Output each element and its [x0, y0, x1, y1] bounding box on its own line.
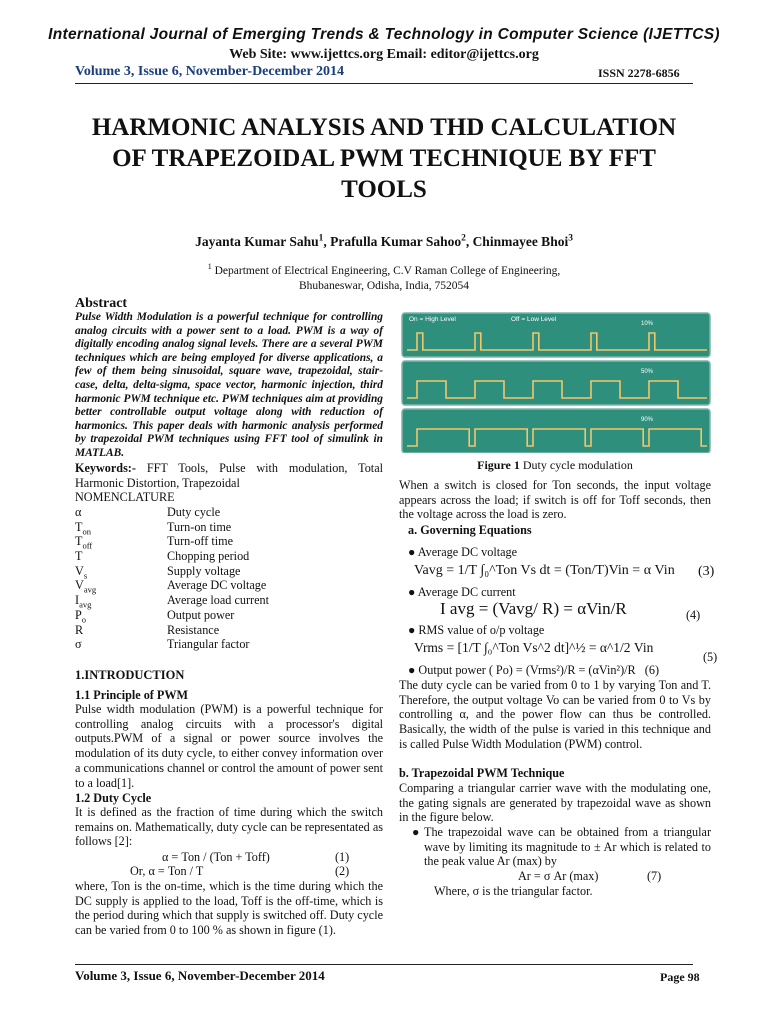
triangular-factor-note: Where, σ is the triangular factor. [434, 884, 593, 898]
equation-2: Or, α = Ton / T [130, 864, 204, 878]
affiliation-line-1: Department of Electrical Engineering, C.V Raman College of Engineering, [214, 265, 561, 277]
nomenclature-row [75, 505, 383, 520]
equation-5: Vrms = [1/T ∫₀^Ton Vs^2 dt]^½ = α^1/2 Vin [414, 640, 654, 655]
equation-2-number: (2) [335, 864, 350, 878]
nomenclature-symbol: $T_{on}$ [75, 519, 91, 537]
equation-4-number: (4) [686, 608, 701, 622]
duty-cycle-figure [401, 312, 711, 453]
equation-3-number: (3) [698, 564, 715, 579]
author-3-sup: 3 [568, 233, 573, 244]
author-2-sup: 2 [461, 233, 466, 244]
nomenclature-symbol: R [75, 622, 84, 637]
nomenclature-row [75, 564, 383, 579]
section-introduction-heading: 1.INTRODUCTION [75, 668, 185, 682]
rms-voltage-text: RMS value of o/p voltage [418, 623, 545, 637]
abstract-text: Pulse Width Modulation is a powerful technique for controlling analog circuits with a power sent to a load. PWM is a way of digitally encoding analog signal levels. There are a several PWM techniques which are being employed for diverse applications, a few of them being sinusoidal, square wave, trapezoidal, stair-case, delta, delta-sigma, space vector, harmonic injection, third harmonic PWM technique etc. PWM techniques aim at providing better controllable output voltage along with reduction of harmonics. This paper deals with harmonic analysis performed by trapezoidal PWM techniques using FFT tool of simulink in MATLAB. [75, 311, 383, 459]
header-rule [75, 83, 693, 84]
nomenclature-symbol: α [75, 505, 82, 519]
nomenclature-row [75, 520, 383, 535]
keywords [75, 461, 383, 490]
bullet-dot: ● [412, 825, 420, 839]
equation-1-number: (1) [335, 850, 350, 864]
nomenclature-description: Average load current [167, 593, 269, 608]
duty-cycle-paragraph: The duty cycle can be varied from 0 to 1 by varying Ton and T. Therefore, the output voltage Vo can be varied from 0 to Vs by controlling α, and the power flow can thus be controlled. Basically, the width of the pulse is varied in this technique and is called Pulse Width Modulation (PWM) control. [399, 678, 711, 751]
nomenclature-description: Triangular factor [167, 637, 250, 652]
author-1: Jayanta Kumar Sahu [195, 234, 319, 249]
avg-dc-voltage-text: Average DC voltage [417, 545, 518, 559]
nomenclature-symbol: $V_s$ [75, 563, 88, 581]
duty-label: 50% [641, 369, 654, 375]
figure-caption-label: Figure 1 [477, 458, 520, 472]
section-1-2-heading: 1.2 Duty Cycle [75, 791, 152, 805]
nomenclature-symbol: $I_{avg}$ [75, 593, 92, 610]
equation-7: Ar = σ Ar (max) [518, 869, 599, 883]
footer-rule [75, 964, 693, 965]
nomenclature-row [75, 578, 383, 593]
nomenclature-row [75, 637, 383, 652]
equation-4: I avg = (Vavg/ R) = αVin/R [440, 599, 627, 618]
nomenclature-description: Average DC voltage [167, 578, 267, 593]
avg-dc-current-label: ● Average DC current [408, 585, 516, 599]
nomenclature-symbol: $T_{off}$ [75, 534, 93, 551]
author-2: Prafulla Kumar Sahoo [330, 234, 462, 249]
keywords-text: FFT Tools, Pulse with modulation, Total Harmonic Distortion, Trapezoidal [75, 461, 383, 490]
paper-title: HARMONIC ANALYSIS AND THD CALCULATION OF TRAPEZOIDAL PWM TECHNIQUE BY FFT TOOLS [91, 114, 677, 203]
equation-5-number: (5) [703, 650, 718, 664]
author-list: Jayanta Kumar Sahu$^1$, Prafulla Kumar Sahoo$^2$, Chinmayee Bhoi$^3$ [195, 233, 573, 249]
output-power-text: Output power ( Po) = (Vrms²)/R = (αVin²)/R [418, 663, 636, 677]
waveform-panel [402, 409, 710, 453]
issue-info: Volume 3, Issue 6, November-December 2014 [75, 64, 344, 79]
trapezoidal-bullet: The trapezoidal wave can be obtained from a triangular wave by limiting its magnitude to ± Ar which is related to the peak value Ar (max) by [424, 825, 711, 869]
author-1-sup: 1 [318, 233, 324, 244]
nomenclature-description: Resistance [167, 622, 220, 637]
footer-issue: Volume 3, Issue 6, November-December 2014 [75, 968, 325, 983]
nomenclature-symbol: σ [75, 637, 82, 652]
nomenclature-symbol: $P_o$ [75, 607, 87, 625]
nomenclature-row [75, 593, 383, 608]
equation-3: Vavg = 1/T ∫₀^Ton Vs dt = (Ton/T)Vin = α Vin [414, 563, 675, 578]
output-power-line: ● Output power ( Po) = (Vrms²)/R = (αVin²)/R (6) [408, 663, 660, 677]
duty-label: 90% [641, 417, 654, 423]
journal-title: International Journal of Emerging Trends & Technology in Computer Science (IJETTCS) [48, 26, 720, 43]
trapezoidal-paragraph: Comparing a triangular carrier wave with the modulating one, the gating signals are generated by trapezoidal wave as shown in the figure below. [399, 781, 711, 825]
switch-paragraph: When a switch is closed for Ton seconds, the input voltage appears across the load; if switch is off for Toff seconds, then the voltage across the load is zero. [399, 478, 711, 522]
avg-dc-current-text: Average DC current [417, 585, 516, 599]
keywords-label: Keywords:- [75, 461, 136, 475]
section-1-2-text: It is defined as the fraction of time during which the switch remains on. Mathematically, duty cycle can be representated as follows [2]: [75, 805, 383, 849]
duty-label: 10% [641, 321, 654, 327]
nomenclature-description: Output power [167, 607, 235, 622]
nomenclature-row [75, 534, 383, 549]
affiliation-line-2: Bhubaneswar, Odisha, India, 752054 [298, 280, 470, 292]
equation-1: α = Ton / (Ton + Toff) [162, 850, 270, 864]
nomenclature-description: Supply voltage [167, 563, 241, 578]
figure-caption-text: Duty cycle modulation [522, 458, 633, 472]
nomenclature-description: Turn-off time [167, 534, 234, 549]
page-number: Page 98 [660, 970, 700, 984]
rms-voltage-label: ● RMS value of o/p voltage [408, 623, 545, 637]
equation-6-number: (6) [644, 663, 660, 677]
affiliation-sup: 1 [207, 262, 212, 272]
nomenclature-row [75, 608, 383, 623]
abstract-heading: Abstract [75, 296, 128, 311]
journal-website: Web Site: www.ijettcs.org Email: editor@ijettcs.org [229, 47, 539, 62]
issn: ISSN 2278-6856 [598, 66, 680, 80]
legend-on: On = High Level [409, 316, 456, 323]
nomenclature-description: Chopping period [167, 549, 250, 564]
equation-7-number: (7) [647, 869, 662, 883]
governing-equations-heading: a. Governing Equations [408, 523, 532, 537]
nomenclature-symbol: $V_{avg}$ [75, 578, 97, 595]
author-3: Chinmayee Bhoi [472, 234, 569, 249]
nomenclature-heading: NOMENCLATURE [75, 490, 175, 504]
avg-dc-voltage-label: ● Average DC voltage [408, 545, 518, 559]
trapezoidal-pwm-heading: b. Trapezoidal PWM Technique [399, 766, 565, 780]
nomenclature-description: Turn-on time [167, 519, 232, 534]
section-1-2-text-2: where, Ton is the on-time, which is the time during which the DC supply is applied to the load, Toff is the off-time, which is the period during which that supply is switched off. Duty cycle can be varied from 0 to 100 % as shown in figure (1). [75, 879, 383, 938]
figure-caption [399, 458, 711, 473]
nomenclature-row [75, 549, 383, 564]
section-1-1-heading: 1.1 Principle of PWM [75, 688, 189, 702]
affiliation [0, 264, 768, 294]
nomenclature-description: Duty cycle [167, 505, 221, 519]
nomenclature-list [75, 505, 383, 652]
nomenclature-symbol: T [75, 549, 83, 564]
nomenclature-row [75, 623, 383, 638]
legend-off: Off = Low Level [511, 316, 557, 323]
section-1-1-text: Pulse width modulation (PWM) is a powerful technique for controlling analog circuits with a processor's digital outputs.PWM of a signal or power source involves the modulation of its duty cycle, to either convey information over a communications channel or control the amount of power sent to a load[1]. [75, 702, 383, 790]
